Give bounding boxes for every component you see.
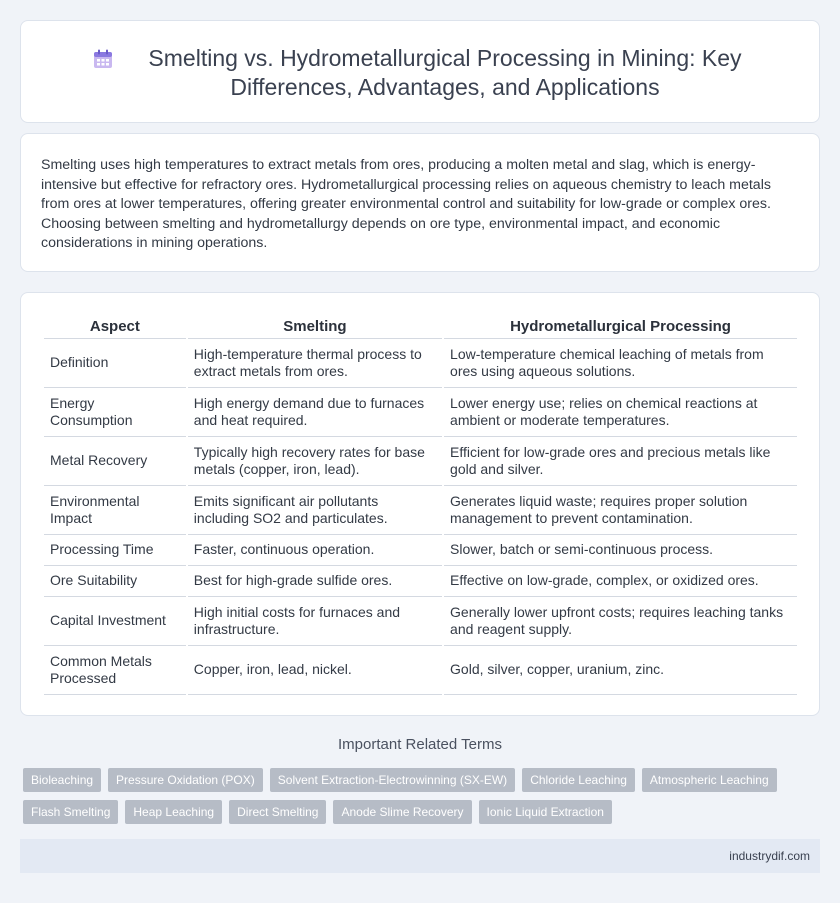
table-header-row	[44, 317, 797, 339]
footer-bar	[20, 839, 820, 873]
row-smelting: High initial costs for furnaces and infrastructure.	[188, 597, 442, 646]
row-aspect: Processing Time	[44, 535, 186, 566]
footer-site-link[interactable]: industrydif.com	[729, 849, 810, 863]
row-aspect: Energy Consumption	[44, 388, 186, 437]
row-hydro: Lower energy use; relies on chemical reactions at ambient or moderate temperatures.	[444, 388, 797, 437]
row-aspect: Definition	[44, 339, 186, 388]
row-smelting: Faster, continuous operation.	[188, 535, 442, 566]
table-row	[44, 388, 797, 437]
row-smelting: High energy demand due to furnaces and heat required.	[188, 388, 442, 437]
related-term-tag[interactable]: Bioleaching	[23, 768, 101, 792]
related-term-tag[interactable]: Pressure Oxidation (POX)	[108, 768, 263, 792]
row-smelting: High-temperature thermal process to extract metals from ores.	[188, 339, 442, 388]
table-row	[44, 646, 797, 695]
table-row	[44, 339, 797, 388]
row-hydro: Efficient for low-grade ores and precious metals like gold and silver.	[444, 437, 797, 486]
row-hydro: Generally lower upfront costs; requires leaching tanks and reagent supply.	[444, 597, 797, 646]
related-terms-tags	[23, 768, 783, 824]
row-hydro: Effective on low-grade, complex, or oxidized ores.	[444, 566, 797, 597]
title-card	[20, 20, 820, 123]
table-row	[44, 597, 797, 646]
intro-card	[20, 133, 820, 272]
row-smelting: Copper, iron, lead, nickel.	[188, 646, 442, 695]
row-hydro: Low-temperature chemical leaching of metals from ores using aqueous solutions.	[444, 339, 797, 388]
table-row	[44, 437, 797, 486]
intro-paragraph: Smelting uses high temperatures to extract metals from ores, producing a molten metal and slag, which is energy-intensive but effective for refractory ores. Hydrometallurgical processing relies on aqueous chemistry to leach metals from ores at lower temperatures, offering greater environmental control and suitability for low-grade or complex ores. Choosing between smelting and hydrometallurgy depends on ore type, environmental impact, and economic considerations in mining operations.	[41, 157, 771, 251]
table-row	[44, 566, 797, 597]
row-hydro: Slower, batch or semi-continuous process.	[444, 535, 797, 566]
related-term-tag[interactable]: Direct Smelting	[229, 800, 326, 824]
row-aspect: Metal Recovery	[44, 437, 186, 486]
related-term-tag[interactable]: Heap Leaching	[125, 800, 222, 824]
row-smelting: Emits significant air pollutants including SO2 and particulates.	[188, 486, 442, 535]
related-term-tag[interactable]: Anode Slime Recovery	[333, 800, 471, 824]
header-hydrometallurgical: Hydrometallurgical Processing	[444, 317, 797, 339]
comparison-card	[20, 292, 820, 716]
related-term-tag[interactable]: Solvent Extraction-Electrowinning (SX-EW)	[270, 768, 515, 792]
related-term-tag[interactable]: Chloride Leaching	[522, 768, 635, 792]
row-aspect: Capital Investment	[44, 597, 186, 646]
page-title: Smelting vs. Hydrometallurgical Processing in Mining: Key Differences, Advantages, and Applications	[148, 45, 742, 100]
related-terms-title: Important Related Terms	[338, 736, 502, 753]
row-smelting: Best for high-grade sulfide ores.	[188, 566, 442, 597]
related-term-tag[interactable]: Flash Smelting	[23, 800, 118, 824]
table-row	[44, 486, 797, 535]
header-aspect: Aspect	[44, 317, 186, 339]
row-hydro: Generates liquid waste; requires proper solution management to prevent contamination.	[444, 486, 797, 535]
row-smelting: Typically high recovery rates for base metals (copper, iron, lead).	[188, 437, 442, 486]
row-aspect: Environmental Impact	[44, 486, 186, 535]
row-aspect: Ore Suitability	[44, 566, 186, 597]
header-smelting: Smelting	[188, 317, 442, 339]
row-aspect: Common Metals Processed	[44, 646, 186, 695]
table-row	[44, 535, 797, 566]
comparison-table	[42, 317, 799, 695]
row-hydro: Gold, silver, copper, uranium, zinc.	[444, 646, 797, 695]
related-term-tag[interactable]: Ionic Liquid Extraction	[479, 800, 612, 824]
related-term-tag[interactable]: Atmospheric Leaching	[642, 768, 777, 792]
